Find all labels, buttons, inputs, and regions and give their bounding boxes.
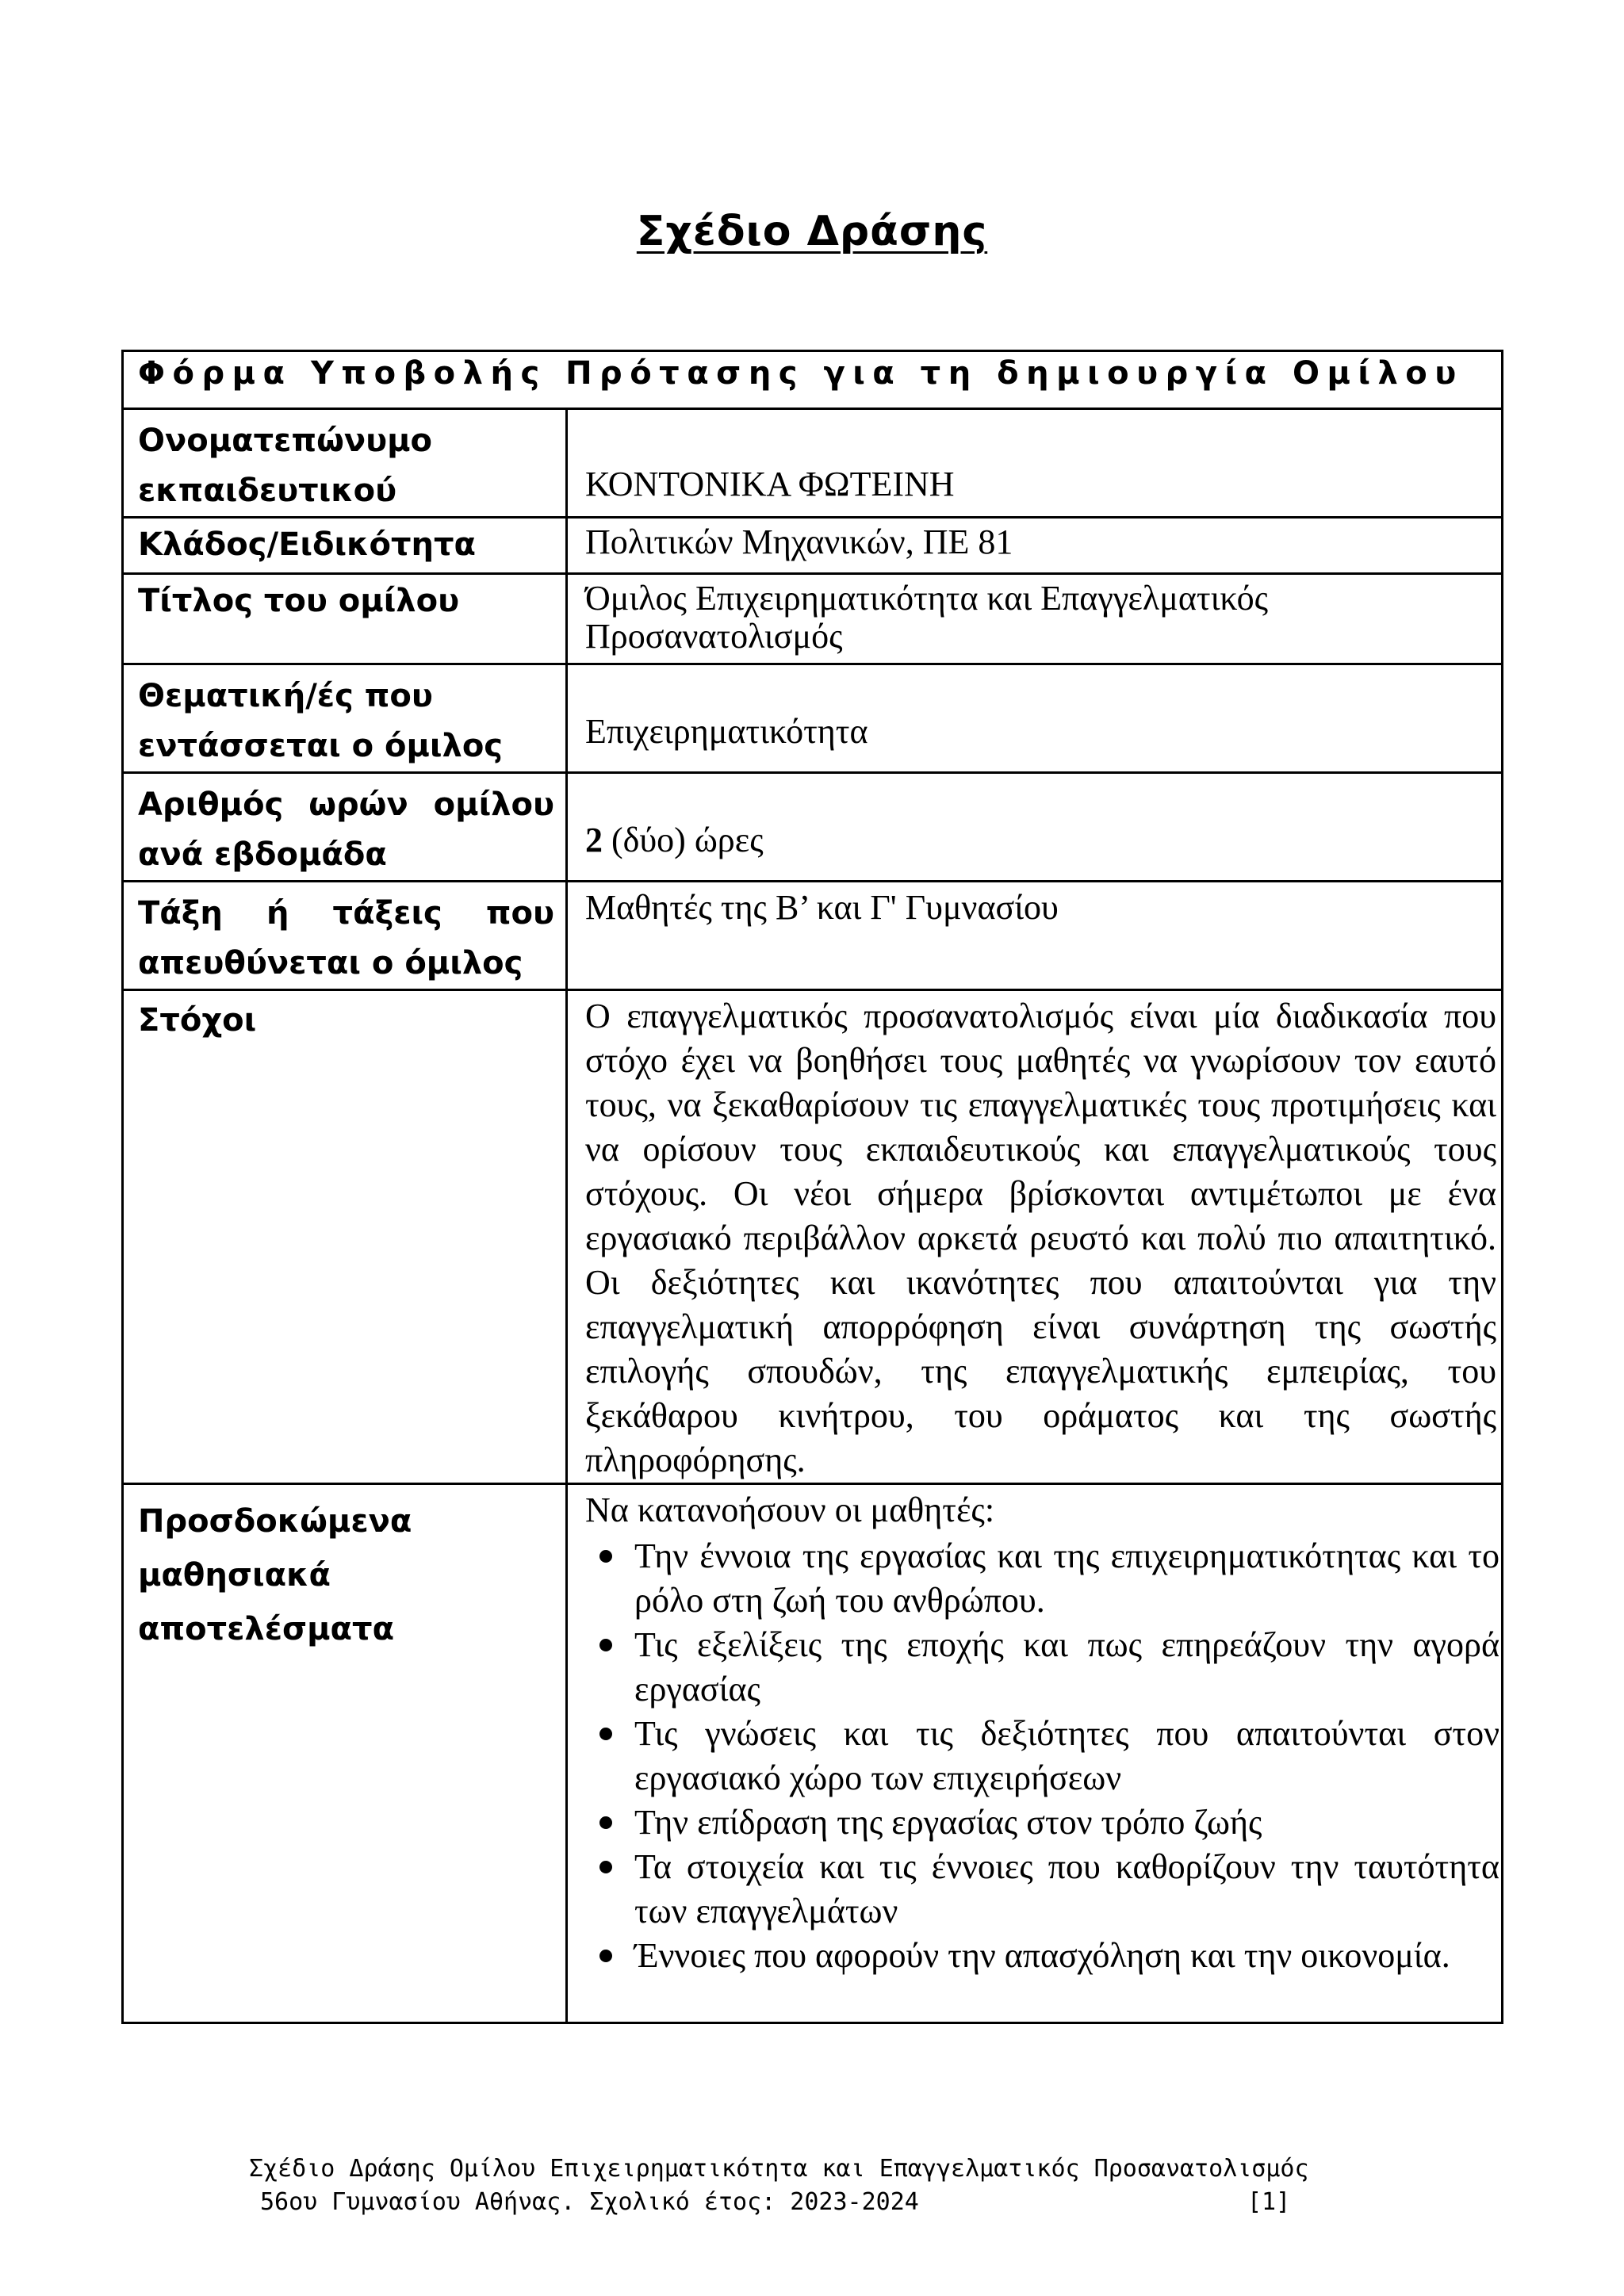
club-title-label: Τίτλος του ομίλου [123, 574, 567, 664]
hours-row [123, 773, 1503, 882]
goals-value: Ο επαγγελματικός προσανατολισμός είναι μία διαδικασία που στόχο έχει να βοηθήσει τους μαθητές να γνωρίσουν τον εαυτό τους, να ξεκαθαρίσουν τις επαγγελματικές τους προτιμήσεις και να ορίσουν τους εκπαιδευτικούς και επαγγελματικούς τους στόχους. Οι νέοι σήμερα βρίσκονται αντιμέτωποι με ένα εργασιακό περιβάλλον αρκετά ρευστό και πολύ πιο απαιτητικό. Οι δεξιότητες και ικανότητες που απαιτούνται για την επαγγελματική απορρόφηση είναι συνάρτηση της σωστής επιλογής σπουδών, της επαγγελματικής εμπειρίας, του ξεκάθαρου κινήτρου, του οράματος και της σωστής πληροφόρησης. [567, 990, 1503, 1484]
outcomes-label: Προσδοκώμενα μαθησιακά αποτελέσματα [123, 1484, 567, 2023]
classes-row [123, 882, 1503, 990]
club-title-row [123, 574, 1503, 664]
page-title: Σχέδιο Δράσης [636, 208, 988, 255]
proposal-form-table [121, 350, 1503, 2024]
hours-label-line2: ανά εβδομάδα [138, 836, 387, 873]
outcomes-list [585, 1534, 1500, 1978]
classes-label-line1: Τάξη ή τάξεις που [138, 895, 554, 932]
teacher-name-value: ΚΟΝΤΟΝΙΚΑ ΦΩΤΕΙΝΗ [567, 409, 1503, 518]
teacher-name-label: Ονοματεπώνυμο εκπαιδευτικού [123, 409, 567, 518]
footer-line2: 56ου Γυμνασίου Αθήνας. Σχολικό έτος: 2023-2024 [260, 2188, 919, 2216]
theme-label: Θεματική/ές που εντάσσεται ο όμιλος [123, 664, 567, 773]
specialty-label: Κλάδος/Ειδικότητα [123, 518, 567, 574]
hours-label-line1: Αριθμός ωρών ομίλου [138, 786, 554, 823]
classes-label-line2: απευθύνεται ο όμιλος [138, 945, 523, 982]
hours-value [567, 773, 1503, 882]
form-header-row [123, 351, 1503, 409]
specialty-row [123, 518, 1503, 574]
theme-value: Επιχειρηματικότητα [567, 664, 1503, 773]
form-header: Φόρμα Υποβολής Πρότασης για τη δημιουργία Ομίλου [123, 351, 1503, 409]
hours-value-number: 2 [585, 821, 603, 859]
footer-line1: Σχέδιο Δράσης Ομίλου Επιχειρηματικότητα και Επαγγελματικός Προσανατολισμός [249, 2155, 1309, 2183]
list-item: Τα στοιχεία και τις έννοιες που καθορίζουν την ταυτότητα των επαγγελμάτων [585, 1845, 1500, 1934]
goals-label: Στόχοι [123, 990, 567, 1484]
list-item: Έννοιες που αφορούν την απασχόληση και την οικονομία. [585, 1934, 1500, 1978]
classes-value: Μαθητές της Β’ και Γ' Γυμνασίου [567, 882, 1503, 990]
specialty-value: Πολιτικών Μηχανικών, ΠΕ 81 [567, 518, 1503, 574]
outcomes-cell [567, 1484, 1503, 2023]
teacher-name-row [123, 409, 1503, 518]
outcomes-row [123, 1484, 1503, 2023]
club-title-value: Όμιλος Επιχειρηματικότητα και Επαγγελματικός Προσανατολισμός [567, 574, 1503, 664]
list-item: Τις γνώσεις και τις δεξιότητες που απαιτούνται στον εργασιακό χώρο των επιχειρήσεων [585, 1712, 1500, 1800]
hours-label [123, 773, 567, 882]
list-item: Την επίδραση της εργασίας στον τρόπο ζωής [585, 1800, 1500, 1845]
goals-row [123, 990, 1503, 1484]
list-item: Τις εξελίξεις της εποχής και πως επηρεάζουν την αγορά εργασίας [585, 1623, 1500, 1712]
theme-row [123, 664, 1503, 773]
hours-value-text: (δύο) ώρες [603, 821, 764, 859]
classes-label [123, 882, 567, 990]
list-item: Την έννοια της εργασίας και της επιχειρηματικότητας και το ρόλο στη ζωή του ανθρώπου. [585, 1534, 1500, 1623]
page-number: [1] [1247, 2188, 1291, 2216]
outcomes-intro: Να κατανοήσουν οι μαθητές: [585, 1490, 995, 1529]
